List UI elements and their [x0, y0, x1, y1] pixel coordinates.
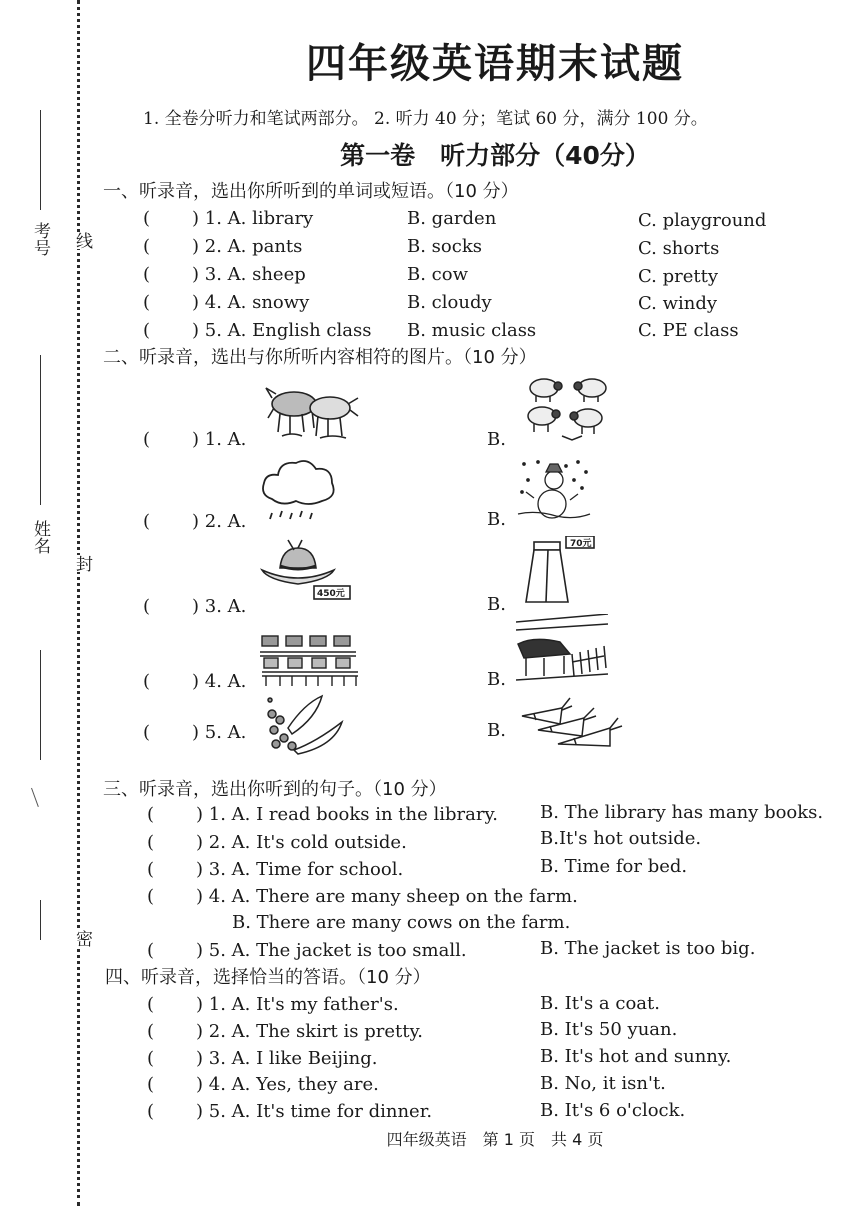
skirt-picture[interactable]	[520, 536, 600, 606]
exam-title: 四年级英语期末试题	[306, 41, 684, 87]
answer-paren[interactable]: (	[147, 994, 155, 1015]
answer-paren[interactable]: (	[147, 832, 155, 853]
peas-picture[interactable]	[264, 694, 346, 756]
rain-cloud-picture[interactable]	[258, 455, 338, 527]
option-c: C. playground	[638, 210, 767, 231]
question-a: ) 3. A. sheep	[192, 264, 306, 285]
option-c: C. shorts	[638, 238, 720, 259]
mi-label: 密	[70, 930, 95, 947]
answer-paren[interactable]: (	[147, 804, 155, 825]
option-c: C. pretty	[638, 266, 718, 287]
answer-paren[interactable]: (	[143, 671, 151, 692]
answer-paren[interactable]: (	[147, 1021, 155, 1042]
answer-paren[interactable]: (	[147, 940, 155, 961]
answer-paren[interactable]: (	[143, 292, 151, 313]
option-b: B. It's a coat.	[540, 993, 660, 1014]
question-a: ) 4. A. There are many sheep on the farm.	[196, 886, 578, 907]
option-b: B. It's 50 yuan.	[540, 1019, 678, 1040]
part-heading: 第一卷 听力部分（40分）	[340, 141, 650, 170]
piano-room-picture[interactable]	[516, 614, 608, 686]
kaohao-label: 考号	[30, 222, 50, 256]
question-a: ) 4. A. Yes, they are.	[196, 1074, 379, 1095]
question-a: ) 1. A. I read books in the library.	[196, 804, 498, 825]
option-c: C. windy	[638, 293, 718, 314]
class-blank-line	[40, 650, 41, 760]
exam-note: 1. 全卷分听力和笔试两部分。 2. 听力 40 分；笔试 60 分，满分 100 分。	[143, 109, 708, 129]
option-b: B. socks	[407, 236, 482, 257]
question-a: ) 3. A. I like Beijing.	[196, 1048, 378, 1069]
answer-paren[interactable]: (	[147, 859, 155, 880]
question-a: ) 2. A. pants	[192, 236, 303, 257]
section3-heading: 三、听录音，选出你听到的句子。（10 分）	[103, 779, 447, 800]
question-a: ) 4. A. snowy	[192, 292, 310, 313]
school-blank-line	[40, 900, 41, 940]
option-b: B.It's hot outside.	[540, 828, 702, 849]
question-a: ) 3. A. Time for school.	[196, 859, 404, 880]
question-a: ) 2. A. The skirt is pretty.	[196, 1021, 423, 1042]
section1-heading: 一、听录音，选出你所听到的单词或短语。（10 分）	[103, 181, 519, 202]
question-a: ) 2. A.	[192, 511, 247, 532]
question-a: ) 2. A. It's cold outside.	[196, 832, 407, 853]
answer-paren[interactable]: (	[143, 429, 151, 450]
answer-paren[interactable]: (	[147, 1074, 155, 1095]
classroom-picture[interactable]	[260, 632, 360, 688]
page-footer: 四年级英语 第 1 页 共 4 页	[386, 1130, 604, 1149]
binding-dotted-line	[77, 0, 80, 1206]
option-b: B. The jacket is too big.	[540, 938, 756, 959]
question-a: ) 5. A.	[192, 722, 247, 743]
snowman-picture[interactable]	[516, 458, 592, 522]
option-c: C. PE class	[638, 320, 739, 341]
option-b: B.	[487, 429, 506, 450]
option-b: B. It's 6 o'clock.	[540, 1100, 686, 1121]
answer-paren[interactable]: (	[147, 1048, 155, 1069]
answer-paren[interactable]: (	[147, 1101, 155, 1122]
option-b: B. garden	[407, 208, 497, 229]
question-a: ) 1. A. It's my father's.	[196, 994, 399, 1015]
question-a: ) 4. A.	[192, 671, 247, 692]
cows-picture[interactable]	[262, 378, 362, 442]
question-a: ) 5. A. English class	[192, 320, 372, 341]
hat-picture[interactable]	[258, 538, 354, 604]
xingming-label: 姓名	[30, 520, 50, 554]
option-b: B. There are many cows on the farm.	[232, 912, 571, 933]
xingming-blank-line	[40, 355, 41, 505]
question-a: ) 3. A.	[192, 596, 247, 617]
class-label-mark	[31, 783, 52, 807]
answer-paren[interactable]: (	[143, 208, 151, 229]
option-b: B.	[487, 594, 506, 615]
option-b: B. Time for bed.	[540, 856, 688, 877]
option-b: B.	[487, 509, 506, 530]
question-a: ) 5. A. The jacket is too small.	[196, 940, 467, 961]
answer-paren[interactable]: (	[143, 264, 151, 285]
question-a: ) 1. A.	[192, 429, 247, 450]
skirt-price-tag: 70元	[570, 539, 592, 549]
answer-paren[interactable]: (	[147, 886, 155, 907]
option-b: B. It's hot and sunny.	[540, 1046, 732, 1067]
answer-paren[interactable]: (	[143, 511, 151, 532]
xian-label: 线	[70, 232, 95, 249]
answer-paren[interactable]: (	[143, 596, 151, 617]
answer-paren[interactable]: (	[143, 722, 151, 743]
option-b: B. The library has many books.	[540, 802, 824, 823]
option-b: B. No, it isn't.	[540, 1073, 666, 1094]
question-a: ) 1. A. library	[192, 208, 314, 229]
answer-paren[interactable]: (	[143, 320, 151, 341]
feng-label: 封	[70, 555, 95, 572]
section4-heading: 四、听录音，选择恰当的答语。（10 分）	[105, 967, 431, 988]
option-b: B.	[487, 669, 506, 690]
section2-heading: 二、听录音，选出与你所听内容相符的图片。（10 分）	[103, 347, 537, 368]
sheep-picture[interactable]	[522, 374, 617, 444]
carrots-picture[interactable]	[514, 694, 624, 752]
option-b: B. music class	[407, 320, 537, 341]
option-b: B. cow	[407, 264, 468, 285]
option-b: B.	[487, 720, 506, 741]
hat-price-tag: 450元	[317, 589, 345, 599]
answer-paren[interactable]: (	[143, 236, 151, 257]
question-a: ) 5. A. It's time for dinner.	[196, 1101, 433, 1122]
option-b: B. cloudy	[407, 292, 492, 313]
